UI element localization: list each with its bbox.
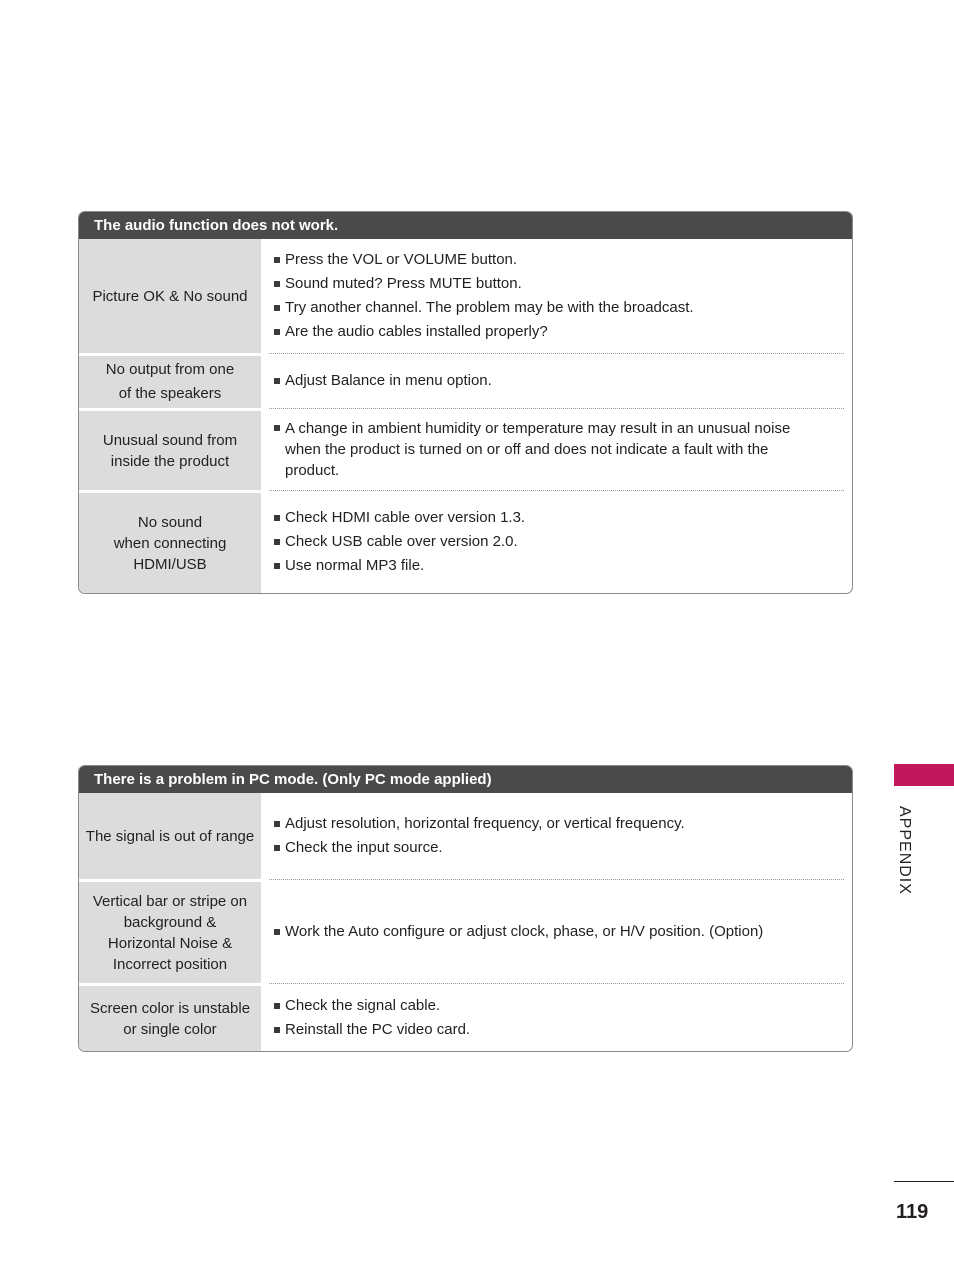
table-row [79, 239, 852, 353]
list-item [273, 369, 834, 393]
bullet-square-icon [274, 281, 280, 287]
cause-line: HDMI/USB [133, 555, 207, 573]
remedy-text: Are the audio cables installed properly? [285, 323, 548, 340]
pc-mode-troubleshooting-table [78, 765, 853, 1052]
row-cause [79, 983, 261, 1051]
table-row [79, 408, 852, 490]
list-item [273, 272, 842, 296]
cause-line: Unusual sound from [102, 431, 238, 449]
remedy-text: Try another channel. The problem may be with the broadcast. [285, 299, 694, 316]
cause-line: Picture OK & No sound [92, 287, 248, 305]
list-item [273, 836, 842, 860]
list-item [273, 994, 834, 1018]
remedy-text: Use normal MP3 file. [285, 557, 425, 574]
remedy-text: Adjust resolution, horizontal frequency, or vertical frequency. [285, 815, 685, 832]
bullet-square-icon [274, 515, 280, 521]
table-row [79, 983, 852, 1051]
audio-troubleshooting-table [78, 211, 853, 594]
row-cause [79, 239, 261, 353]
cause-line: background & [123, 913, 217, 931]
bullet-square-icon [274, 1027, 280, 1033]
list-item [273, 1018, 834, 1042]
cause-line: Vertical bar or stripe on [92, 892, 248, 910]
row-remedy [269, 983, 844, 1051]
remedy-text: Press the VOL or VOLUME button. [285, 251, 518, 268]
row-cause [79, 408, 261, 490]
table-row [79, 793, 852, 879]
cause-line: No sound [137, 513, 203, 531]
cause-line: Incorrect position [112, 955, 228, 973]
remedy-text: A change in ambient humidity or temperature may result in an unusual noise when the product is turned on or off and does not indicate a fault with the product. [285, 420, 791, 479]
list-item [273, 506, 834, 530]
remedy-text: Check HDMI cable over version 1.3. [285, 509, 526, 526]
row-remedy [269, 408, 844, 490]
cause-line: Screen color is unstable [89, 999, 251, 1017]
row-remedy [269, 490, 844, 593]
row-cause [79, 490, 261, 593]
table-row [79, 879, 852, 983]
table-row [79, 353, 852, 408]
cause-line: or single color [123, 1020, 217, 1038]
page-number: 119 [896, 1201, 929, 1223]
list-item [273, 418, 834, 481]
bullet-square-icon [274, 425, 280, 431]
bullet-square-icon [274, 329, 280, 335]
list-item [273, 320, 842, 344]
section-tab-marker [894, 764, 954, 786]
list-item [273, 920, 834, 944]
bullet-square-icon [274, 539, 280, 545]
list-item [273, 248, 842, 272]
bullet-square-icon [274, 929, 280, 935]
row-remedy [261, 793, 852, 879]
remedy-text: Check USB cable over version 2.0. [285, 533, 518, 550]
bullet-square-icon [274, 563, 280, 569]
cause-line: inside the product [110, 452, 230, 470]
remedy-text: Sound muted? Press MUTE button. [285, 275, 522, 292]
cause-line: The signal is out of range [85, 827, 255, 845]
row-remedy [269, 353, 844, 408]
row-cause [79, 793, 261, 879]
row-remedy [269, 879, 844, 983]
remedy-text: Adjust Balance in menu option. [285, 372, 492, 389]
audio-table-header: The audio function does not work. [79, 212, 852, 239]
cause-line: Horizontal Noise & [107, 934, 233, 952]
list-item [273, 296, 842, 320]
row-remedy [261, 239, 852, 353]
remedy-text: Reinstall the PC video card. [285, 1020, 471, 1038]
remedy-text: Check the signal cable. [285, 996, 441, 1014]
list-item [273, 812, 842, 836]
bullet-square-icon [274, 378, 280, 384]
bullet-square-icon [274, 821, 280, 827]
cause-line: No output from one [105, 361, 235, 378]
section-label: APPENDIX [896, 806, 913, 895]
bullet-square-icon [274, 845, 280, 851]
cause-line: of the speakers [118, 385, 222, 402]
list-item [273, 554, 834, 578]
bullet-square-icon [274, 257, 280, 263]
remedy-text: Check the input source. [285, 839, 443, 856]
page-number-rule [894, 1181, 954, 1182]
row-cause [79, 353, 261, 408]
bullet-square-icon [274, 305, 280, 311]
row-cause [79, 879, 261, 983]
list-item [273, 530, 834, 554]
remedy-text: Work the Auto configure or adjust clock, phase, or H/V position. (Option) [285, 922, 764, 940]
bullet-square-icon [274, 1003, 280, 1009]
cause-line: when connecting [113, 534, 227, 552]
table-row [79, 490, 852, 593]
pc-table-header: There is a problem in PC mode. (Only PC mode applied) [79, 766, 852, 793]
